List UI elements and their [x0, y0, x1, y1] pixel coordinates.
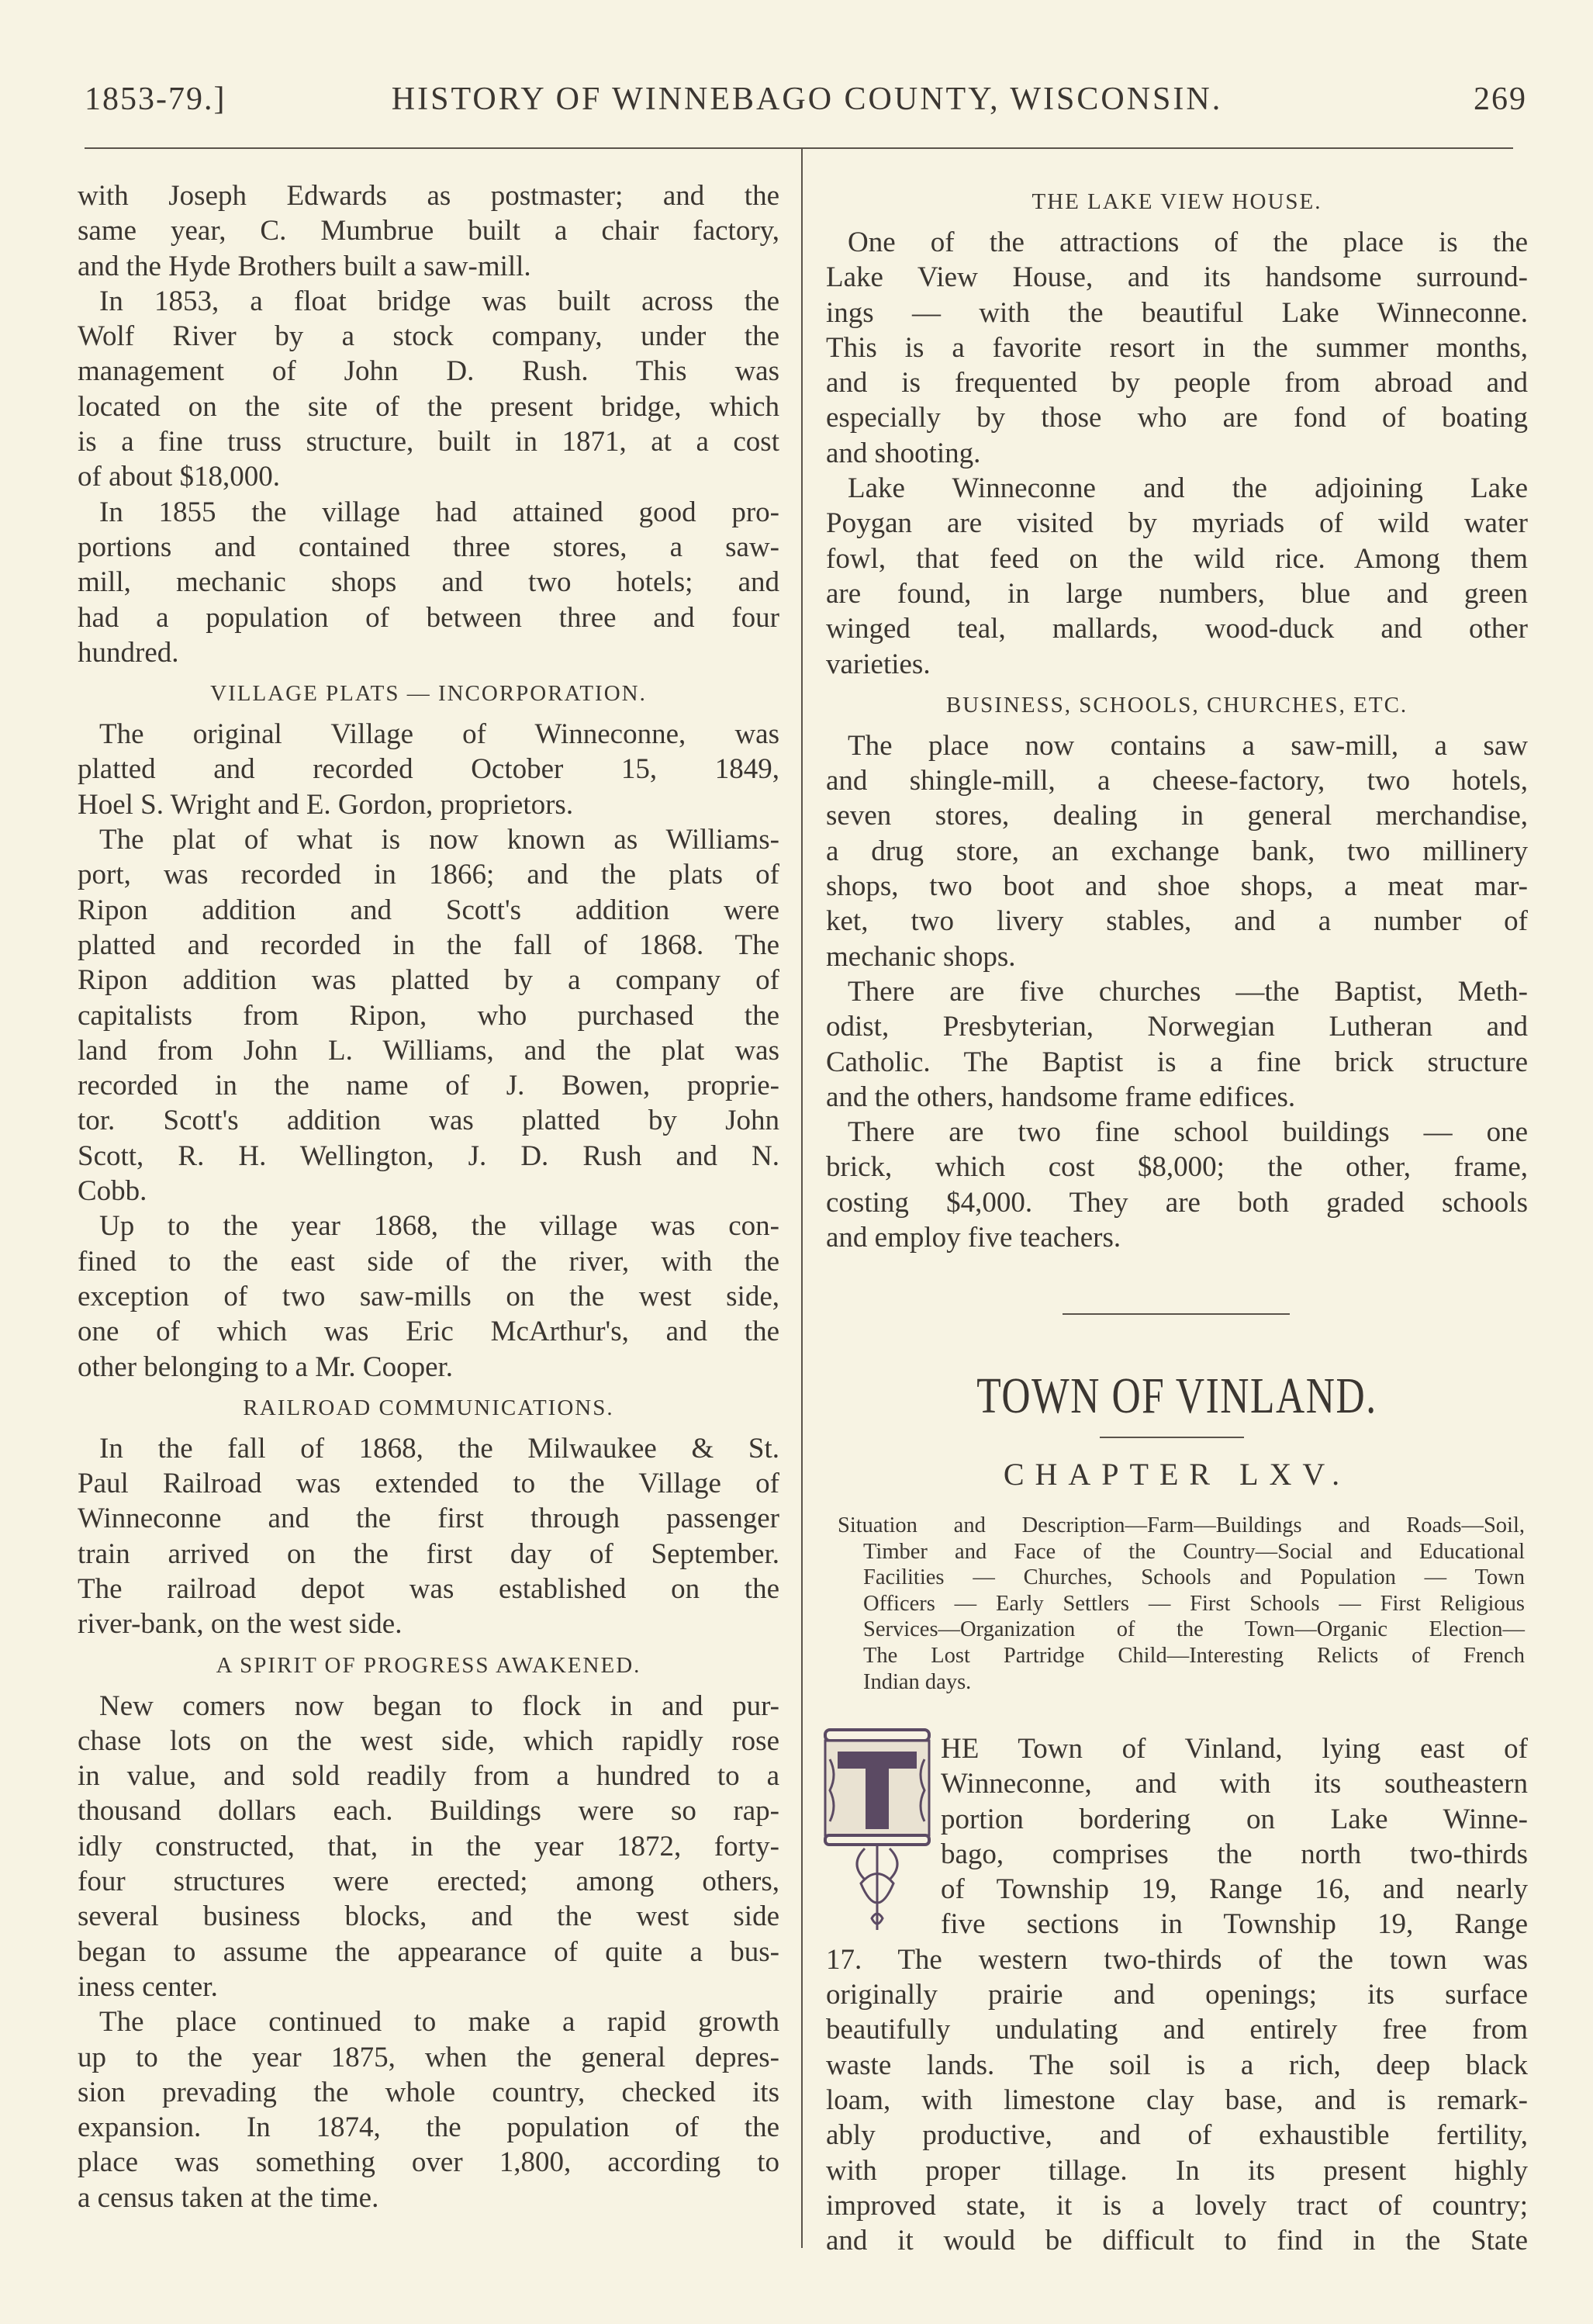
section-heading: BUSINESS, SCHOOLS, CHURCHES, ETC.: [945, 692, 1408, 718]
text-line: of Township 19, Range 16, and nearly: [941, 1873, 1528, 1906]
text-line: port, was recorded in 1866; and the plats of: [78, 859, 779, 891]
text-line: a drug store, an exchange bank, two millinery: [826, 835, 1528, 867]
text-line: platted and recorded in the fall of 1868. The: [78, 929, 779, 961]
text-line: Ripon addition and Scott's addition were: [78, 894, 779, 926]
text-line: Wolf River by a stock company, under the: [78, 320, 779, 353]
text-line: ings — with the beautiful Lake Winneconne.: [826, 296, 1528, 329]
title-underline: [1100, 1437, 1244, 1438]
text-line: In 1853, a float bridge was built across the: [99, 285, 779, 317]
paragraph: [78, 822, 779, 1209]
text-line: began to assume the appearance of quite a bus-: [78, 1935, 779, 1968]
text-line: and shingle-mill, a cheese-factory, two hotels,: [826, 765, 1528, 797]
text-line: loam, with limestone clay base, and is remark-: [826, 2084, 1528, 2116]
text-line: Winneconne, and with its southeastern: [941, 1768, 1528, 1800]
left-column: [78, 178, 779, 2215]
summary-line: Indian days.: [863, 1669, 972, 1694]
text-line: up to the year 1875, when the general depres-: [78, 2041, 779, 2073]
text-line: Catholic. The Baptist is a fine brick structure: [826, 1046, 1528, 1078]
text-line: iness center.: [78, 1970, 218, 2003]
text-line: especially by those who are fond of boating: [826, 402, 1528, 434]
paragraph: [826, 1115, 1528, 1255]
text-line: In the fall of 1868, the Milwaukee & St.: [99, 1432, 779, 1465]
text-line: There are two fine school buildings — one: [848, 1116, 1528, 1149]
text-line: and the Hyde Brothers built a saw-mill.: [78, 250, 531, 282]
text-line: 17. The western two-thirds of the town was: [826, 1943, 1528, 1976]
right-column: [826, 178, 1528, 1255]
section-separator-rule: [1063, 1313, 1290, 1315]
text-line: platted and recorded October 15, 1849,: [78, 753, 779, 786]
header-rule: [85, 147, 1513, 149]
paragraph: [78, 1209, 779, 1384]
section-heading: A SPIRIT OF PROGRESS AWAKENED.: [216, 1652, 641, 1678]
text-line: The place now contains a saw-mill, a saw: [848, 729, 1528, 762]
text-line: In 1855 the village had attained good pro-: [99, 496, 779, 528]
text-line: expansion. In 1874, the population of the: [78, 2111, 779, 2144]
text-line: Cobb.: [78, 1175, 147, 1208]
text-line: ket, two livery stables, and a number of: [826, 905, 1528, 938]
section-heading: RAILROAD COMMUNICATIONS.: [243, 1395, 614, 1420]
town-title: TOWN OF VINLAND.: [976, 1368, 1377, 1424]
text-line: and it would be difficult to find in the State: [826, 2225, 1528, 2257]
summary-line: Timber and Face of the Country—Social and Educational: [863, 1539, 1525, 1564]
text-line: a census taken at the time.: [78, 2181, 379, 2214]
text-line: four structures were erected; among others,: [78, 1866, 779, 1898]
text-line: in value, and sold readily from a hundred to a: [78, 1760, 779, 1793]
text-line: Hoel S. Wright and E. Gordon, proprietors.: [78, 788, 574, 821]
text-line: ably productive, and of exhaustible fertility,: [826, 2119, 1528, 2152]
text-line: and is frequented by people from abroad and: [826, 367, 1528, 399]
text-line: The railroad depot was established on the: [78, 1572, 779, 1605]
text-line: Winneconne and the first through passenger: [78, 1503, 779, 1535]
section-heading: VILLAGE PLATS — INCORPORATION.: [210, 681, 647, 707]
text-line: one of which was Eric McArthur's, and the: [78, 1316, 779, 1348]
chapter-summary: [838, 1513, 1525, 1695]
text-line: costing $4,000. They are both graded schools: [826, 1186, 1528, 1219]
paragraph: [826, 974, 1528, 1115]
text-line: other belonging to a Mr. Cooper.: [78, 1350, 454, 1383]
text-line: fowl, that feed on the wild rice. Among them: [826, 542, 1528, 575]
text-line: portions and contained three stores, a saw-: [78, 531, 779, 563]
text-line: sion prevading the whole country, checked its: [78, 2076, 779, 2108]
section-heading: THE LAKE VIEW HOUSE.: [1031, 189, 1322, 214]
text-line: of about $18,000.: [78, 461, 281, 493]
text-line: located on the site of the present bridge, which: [78, 390, 779, 423]
text-line: hundred.: [78, 636, 179, 669]
text-line: thousand dollars each. Buildings were so rap-: [78, 1795, 779, 1828]
text-line: originally prairie and openings; its surface: [826, 1979, 1528, 2011]
text-line: with proper tillage. In its present highly: [826, 2154, 1528, 2187]
text-line: management of John D. Rush. This was: [78, 355, 779, 388]
text-line: seven stores, dealing in general merchandise,: [826, 800, 1528, 832]
text-line: Lake Winneconne and the adjoining Lake: [848, 472, 1528, 505]
text-line: varieties.: [826, 648, 931, 680]
text-line: land from John L. Williams, and the plat was: [78, 1034, 779, 1067]
text-line: bago, comprises the north two-thirds: [941, 1838, 1528, 1870]
text-line: five sections in Township 19, Range: [941, 1908, 1528, 1941]
summary-line: Facilities — Churches, Schools and Population — Town: [863, 1565, 1525, 1590]
text-line: and shooting.: [826, 437, 981, 469]
summary-line: Situation and Description—Farm—Buildings and Roads—Soil,: [838, 1513, 1525, 1537]
text-line: waste lands. The soil is a rich, deep black: [826, 2049, 1528, 2081]
text-line: same year, C. Mumbrue built a chair factory,: [78, 215, 779, 247]
running-head-date-range: 1853-79.]: [85, 81, 226, 117]
paragraph: [78, 2004, 779, 2215]
text-line: New comers now began to flock in and pur-: [99, 1689, 779, 1722]
text-line: This is a favorite resort in the summer months,: [826, 331, 1528, 364]
text-line: capitalists from Ripon, who purchased the: [78, 999, 779, 1032]
text-line: several business blocks, and the west side: [78, 1900, 779, 1933]
text-line: and the others, handsome frame edifices.: [826, 1081, 1296, 1113]
paragraph: [826, 471, 1528, 682]
text-line: Ripon addition was platted by a company of: [78, 964, 779, 997]
running-head-title: HISTORY OF WINNEBAGO COUNTY, WISCONSIN.: [391, 81, 1223, 117]
text-line: portion bordering on Lake Winne-: [941, 1803, 1528, 1835]
paragraph: [826, 728, 1528, 974]
page-number: 269: [1474, 81, 1527, 117]
summary-line: Services—Organization of the Town—Organic Election—: [863, 1617, 1525, 1642]
text-line: winged teal, mallards, wood-duck and other: [826, 613, 1528, 645]
text-line: odist, Presbyterian, Norwegian Lutheran and: [826, 1011, 1528, 1043]
text-line: The place continued to make a rapid growth: [99, 2006, 779, 2039]
text-line: recorded in the name of J. Bowen, proprie-: [78, 1070, 779, 1102]
chapter-label: CHAPTER LXV.: [1003, 1457, 1351, 1492]
text-line: river-bank, on the west side.: [78, 1608, 403, 1641]
text-line: idly constructed, that, in the year 1872, forty-: [78, 1830, 779, 1862]
text-line: Lake View House, and its handsome surround-: [826, 261, 1528, 294]
text-line: Scott, R. H. Wellington, J. D. Rush and N.: [78, 1140, 779, 1172]
paragraph: [78, 495, 779, 670]
paragraph: [78, 717, 779, 822]
text-line: train arrived on the first day of September.: [78, 1537, 779, 1570]
paragraph: [78, 284, 779, 495]
text-line: had a population of between three and four: [78, 601, 779, 634]
text-line: Poygan are visited by myriads of wild water: [826, 507, 1528, 540]
column-divider: [801, 147, 803, 2248]
chapter-opening-paragraph: [826, 1731, 1528, 2258]
text-line: tor. Scott's addition was platted by John: [78, 1105, 779, 1137]
text-line: beautifully undulating and entirely free from: [826, 2014, 1528, 2046]
paragraph: [78, 178, 779, 284]
text-line: place was something over 1,800, according to: [78, 2146, 779, 2179]
text-line: mill, mechanic shops and two hotels; and: [78, 566, 779, 599]
paragraph: [78, 1431, 779, 1642]
text-line: are found, in large numbers, blue and green: [826, 577, 1528, 610]
paragraph: [78, 1689, 779, 2005]
text-line: and employ five teachers.: [826, 1222, 1121, 1254]
text-line: is a fine truss structure, built in 1871, at a cost: [78, 426, 779, 458]
text-line: One of the attractions of the place is the: [848, 227, 1528, 258]
text-line: with Joseph Edwards as postmaster; and the: [78, 180, 779, 212]
text-line: Paul Railroad was extended to the Village of: [78, 1468, 779, 1500]
text-line: There are five churches —the Baptist, Meth-: [848, 975, 1528, 1008]
summary-line: Officers — Early Settlers — First Schools — First Religious: [863, 1591, 1525, 1616]
text-line: exception of two saw-mills on the west side,: [78, 1280, 779, 1312]
text-line: chase lots on the west side, which rapidly rose: [78, 1724, 779, 1757]
text-line: mechanic shops.: [826, 940, 1016, 973]
text-line: The plat of what is now known as Williams-: [99, 824, 779, 856]
text-line: brick, which cost $8,000; the other, frame,: [826, 1151, 1528, 1184]
text-line: Up to the year 1868, the village was con-: [99, 1210, 779, 1243]
text-line: fined to the east side of the river, with the: [78, 1245, 779, 1278]
summary-line: The Lost Partridge Child—Interesting Relicts of French: [863, 1643, 1525, 1668]
text-line: improved state, it is a lovely tract of country;: [826, 2189, 1528, 2222]
paragraph: [826, 225, 1528, 471]
text-line: The original Village of Winneconne, was: [99, 718, 779, 751]
text-line: HE Town of Vinland, lying east of: [941, 1733, 1528, 1765]
text-line: shops, two boot and shoe shops, a meat mar-: [826, 870, 1528, 903]
